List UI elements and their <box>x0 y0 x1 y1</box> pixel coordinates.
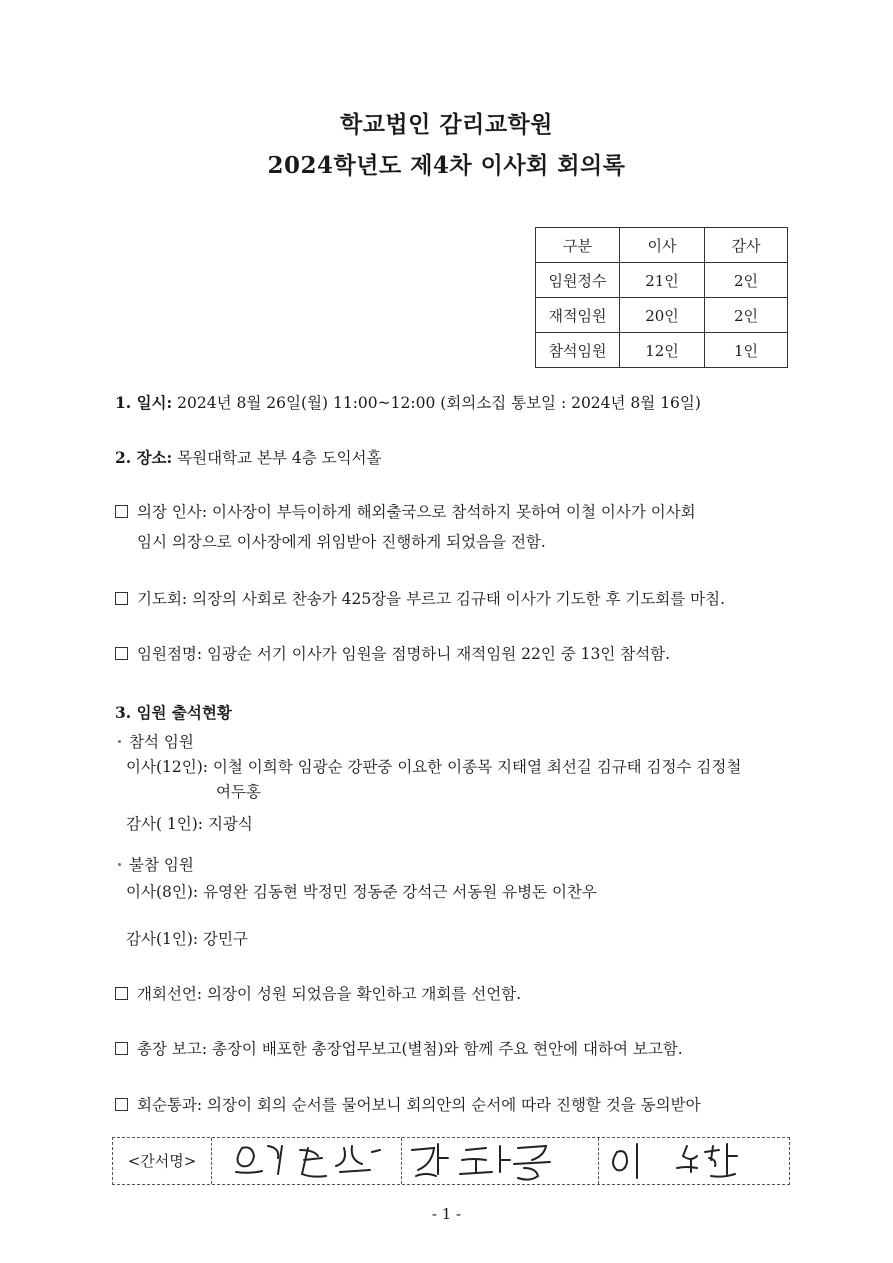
handwritten-signature-1 <box>212 1138 401 1184</box>
document-title: 학교법인 감리교학원 <box>340 111 553 138</box>
table-row <box>536 333 788 368</box>
table-header-cell: 감사 <box>705 228 788 263</box>
checkbox-icon <box>115 505 128 518</box>
president-report-item <box>115 1037 683 1059</box>
absent-label: 불참 임원 <box>129 856 194 874</box>
table-cell: 2인 <box>705 263 788 298</box>
checkbox-icon <box>115 1042 128 1055</box>
opening-item <box>115 982 521 1004</box>
signature-cell <box>402 1138 599 1184</box>
table-cell: 2인 <box>705 298 788 333</box>
bullet-icon <box>118 863 121 866</box>
table-header-row <box>536 228 788 263</box>
roll-call-text: 임원점명: 임광순 서기 이사가 임원을 점명하니 재적임원 22인 중 13인 참석함. <box>137 645 671 663</box>
signature-label: <간서명> <box>113 1138 212 1184</box>
chair-greeting-line1: 의장 인사: 이사장이 부득이하게 해외출국으로 참석하지 못하여 이철 이사가 이사회 <box>137 503 696 521</box>
table-header-cell: 구분 <box>536 228 620 263</box>
table-cell: 임원정수 <box>536 263 620 298</box>
roll-call-item <box>115 642 670 664</box>
chair-greeting-line2: 임시 의장으로 이사장에게 위임받아 진행하게 되었음을 전함. <box>137 533 546 551</box>
place-text: 목원대학교 본부 4층 도익서홀 <box>172 449 382 467</box>
present-directors <box>126 755 741 777</box>
checkbox-icon <box>115 647 128 660</box>
table-cell: 재적임원 <box>536 298 620 333</box>
signature-box <box>112 1137 790 1185</box>
present-directors-names: 이철 이희학 임광순 강판중 이요한 이종목 지태열 최선길 김규태 김정수 김정철 <box>212 758 742 776</box>
attendance-heading: 3. 임원 출석현황 <box>115 703 232 722</box>
absent-auditors: 감사(1인): 강민구 <box>126 930 248 948</box>
table-header-cell: 이사 <box>620 228 705 263</box>
meeting-place <box>115 446 382 468</box>
date-text: 2024년 8월 26일(월) 11:00~12:00 (회의소집 통보일 : 2024년 8월 16일) <box>172 394 701 412</box>
bullet-icon <box>118 740 121 743</box>
table-cell: 12인 <box>620 333 705 368</box>
checkbox-icon <box>115 1098 128 1111</box>
table-row <box>536 298 788 333</box>
present-members-heading <box>118 730 194 752</box>
attendance-summary-table <box>535 227 788 368</box>
document-subtitle: 2024학년도 제4차 이사회 회의록 <box>267 152 626 179</box>
present-directors-names-cont: 여두홍 <box>216 783 261 801</box>
table-cell: 참석임원 <box>536 333 620 368</box>
present-auditors: 감사( 1인): 지광식 <box>126 815 253 833</box>
checkbox-icon <box>115 987 128 1000</box>
checkbox-icon <box>115 592 128 605</box>
date-label: 1. 일시: <box>115 393 173 412</box>
page-number: - 1 - <box>431 1205 462 1223</box>
handwritten-signature-2 <box>402 1138 598 1184</box>
absent-directors: 이사(8인): 유영완 김동현 박정민 정동준 강석근 서동원 유병돈 이찬우 <box>126 883 597 901</box>
signature-cell <box>599 1138 789 1184</box>
present-directors-label: 이사(12인): <box>126 758 208 776</box>
prayer-item <box>115 587 725 609</box>
table-cell: 1인 <box>705 333 788 368</box>
table-cell: 21인 <box>620 263 705 298</box>
opening-text: 개회선언: 의장이 성원 되었음을 확인하고 개회를 선언함. <box>137 985 522 1003</box>
signature-cell <box>212 1138 402 1184</box>
president-report-text: 총장 보고: 총장이 배포한 총장업무보고(별첨)와 함께 주요 현안에 대하여 보고함. <box>137 1040 683 1058</box>
meeting-date <box>115 391 701 413</box>
present-label: 참석 임원 <box>129 733 194 751</box>
prayer-text: 기도회: 의장의 사회로 찬송가 425장을 부르고 김규태 이사가 기도한 후 기도회를 마침. <box>137 590 726 608</box>
absent-members-heading <box>118 853 194 875</box>
agenda-order-text: 회순통과: 의장이 회의 순서를 물어보니 회의안의 순서에 따라 진행할 것을 동의받아 <box>137 1096 701 1114</box>
place-label: 2. 장소: <box>115 448 173 467</box>
agenda-order-item <box>115 1093 701 1115</box>
table-cell: 20인 <box>620 298 705 333</box>
handwritten-signature-3 <box>599 1138 789 1184</box>
chair-greeting <box>115 500 696 522</box>
table-row <box>536 263 788 298</box>
